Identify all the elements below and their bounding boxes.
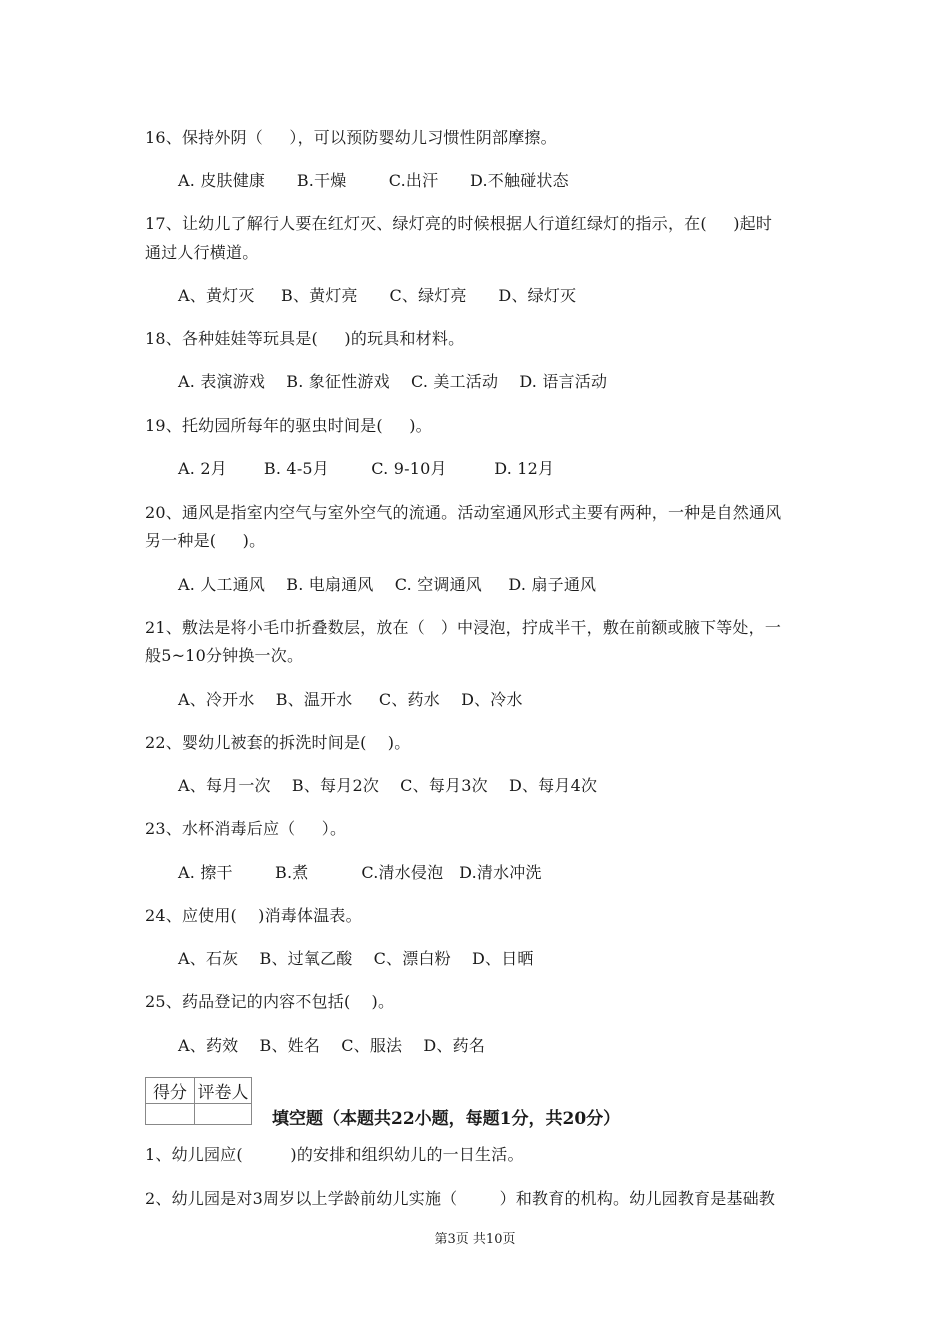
question-20-line-1: 20、通风是指室内空气与室外空气的流通。活动室通风形式主要有两种，一种是自然通风: [145, 503, 782, 522]
score-box: [145, 1077, 252, 1125]
question-25: 25、药品登记的内容不包括( )。: [145, 992, 395, 1011]
question-22: 22、婴幼儿被套的拆洗时间是( )。: [145, 733, 411, 752]
question-20-options: A. 人工通风 B. 电扇通风 C. 空调通风 D. 扇子通风: [178, 575, 597, 594]
question-20-line-2: 另一种是( )。: [145, 531, 266, 550]
section-title: 填空题（本题共22小题，每题1分，共20分）: [272, 1109, 621, 1129]
question-25-options: A、药效 B、姓名 C、服法 D、药名: [178, 1036, 486, 1055]
question-16: 16、保持外阴（ ），可以预防婴幼儿习惯性阴部摩擦。: [145, 128, 557, 147]
question-17-line-1: 17、让幼儿了解行人要在红灯灭、绿灯亮的时候根据人行道红绿灯的指示，在( )起时: [145, 214, 773, 233]
question-21-line-1: 21、敷法是将小毛巾折叠数层，放在（ ）中浸泡，拧成半干，敷在前额或腋下等处，一: [145, 618, 782, 637]
question-18-options: A. 表演游戏 B. 象征性游戏 C. 美工活动 D. 语言活动: [178, 372, 608, 391]
question-19: 19、托幼园所每年的驱虫时间是( )。: [145, 416, 432, 435]
page-footer: 第3页 共10页: [434, 1232, 516, 1247]
score-cell: [146, 1104, 195, 1125]
fill-question-2: 2、幼儿园是对3周岁以上学龄前幼儿实施（ ）和教育的机构。幼儿园教育是基础教: [145, 1189, 776, 1208]
question-19-options: A. 2月 B. 4-5月 C. 9-10月 D. 12月: [178, 459, 555, 478]
grader-cell: [195, 1104, 252, 1125]
question-22-options: A、每月一次 B、每月2次 C、每月3次 D、每月4次: [178, 776, 598, 795]
question-16-options: A. 皮肤健康 B.干燥 C.出汗 D.不触碰状态: [178, 171, 569, 190]
question-23: 23、水杯消毒后应（ ）。: [145, 819, 347, 838]
question-21-options: A、冷开水 B、温开水 C、药水 D、冷水: [178, 690, 523, 709]
question-18: 18、各种娃娃等玩具是( )的玩具和材料。: [145, 329, 465, 348]
question-17-line-2: 通过人行横道。: [145, 243, 259, 262]
grader-label: 评卷人: [195, 1078, 252, 1104]
question-21-line-2: 般5~10分钟换一次。: [145, 646, 304, 665]
question-17-options: A、黄灯灭 B、黄灯亮 C、绿灯亮 D、绿灯灭: [178, 286, 577, 305]
question-24-options: A、石灰 B、过氧乙酸 C、漂白粉 D、日晒: [178, 949, 534, 968]
question-24: 24、应使用( )消毒体温表。: [145, 906, 362, 925]
question-23-options: A. 擦干 B.煮 C.清水侵泡 D.清水冲洗: [178, 863, 542, 882]
fill-question-1: 1、幼儿园应( )的安排和组织幼儿的一日生活。: [145, 1145, 524, 1164]
score-label: 得分: [146, 1078, 195, 1104]
